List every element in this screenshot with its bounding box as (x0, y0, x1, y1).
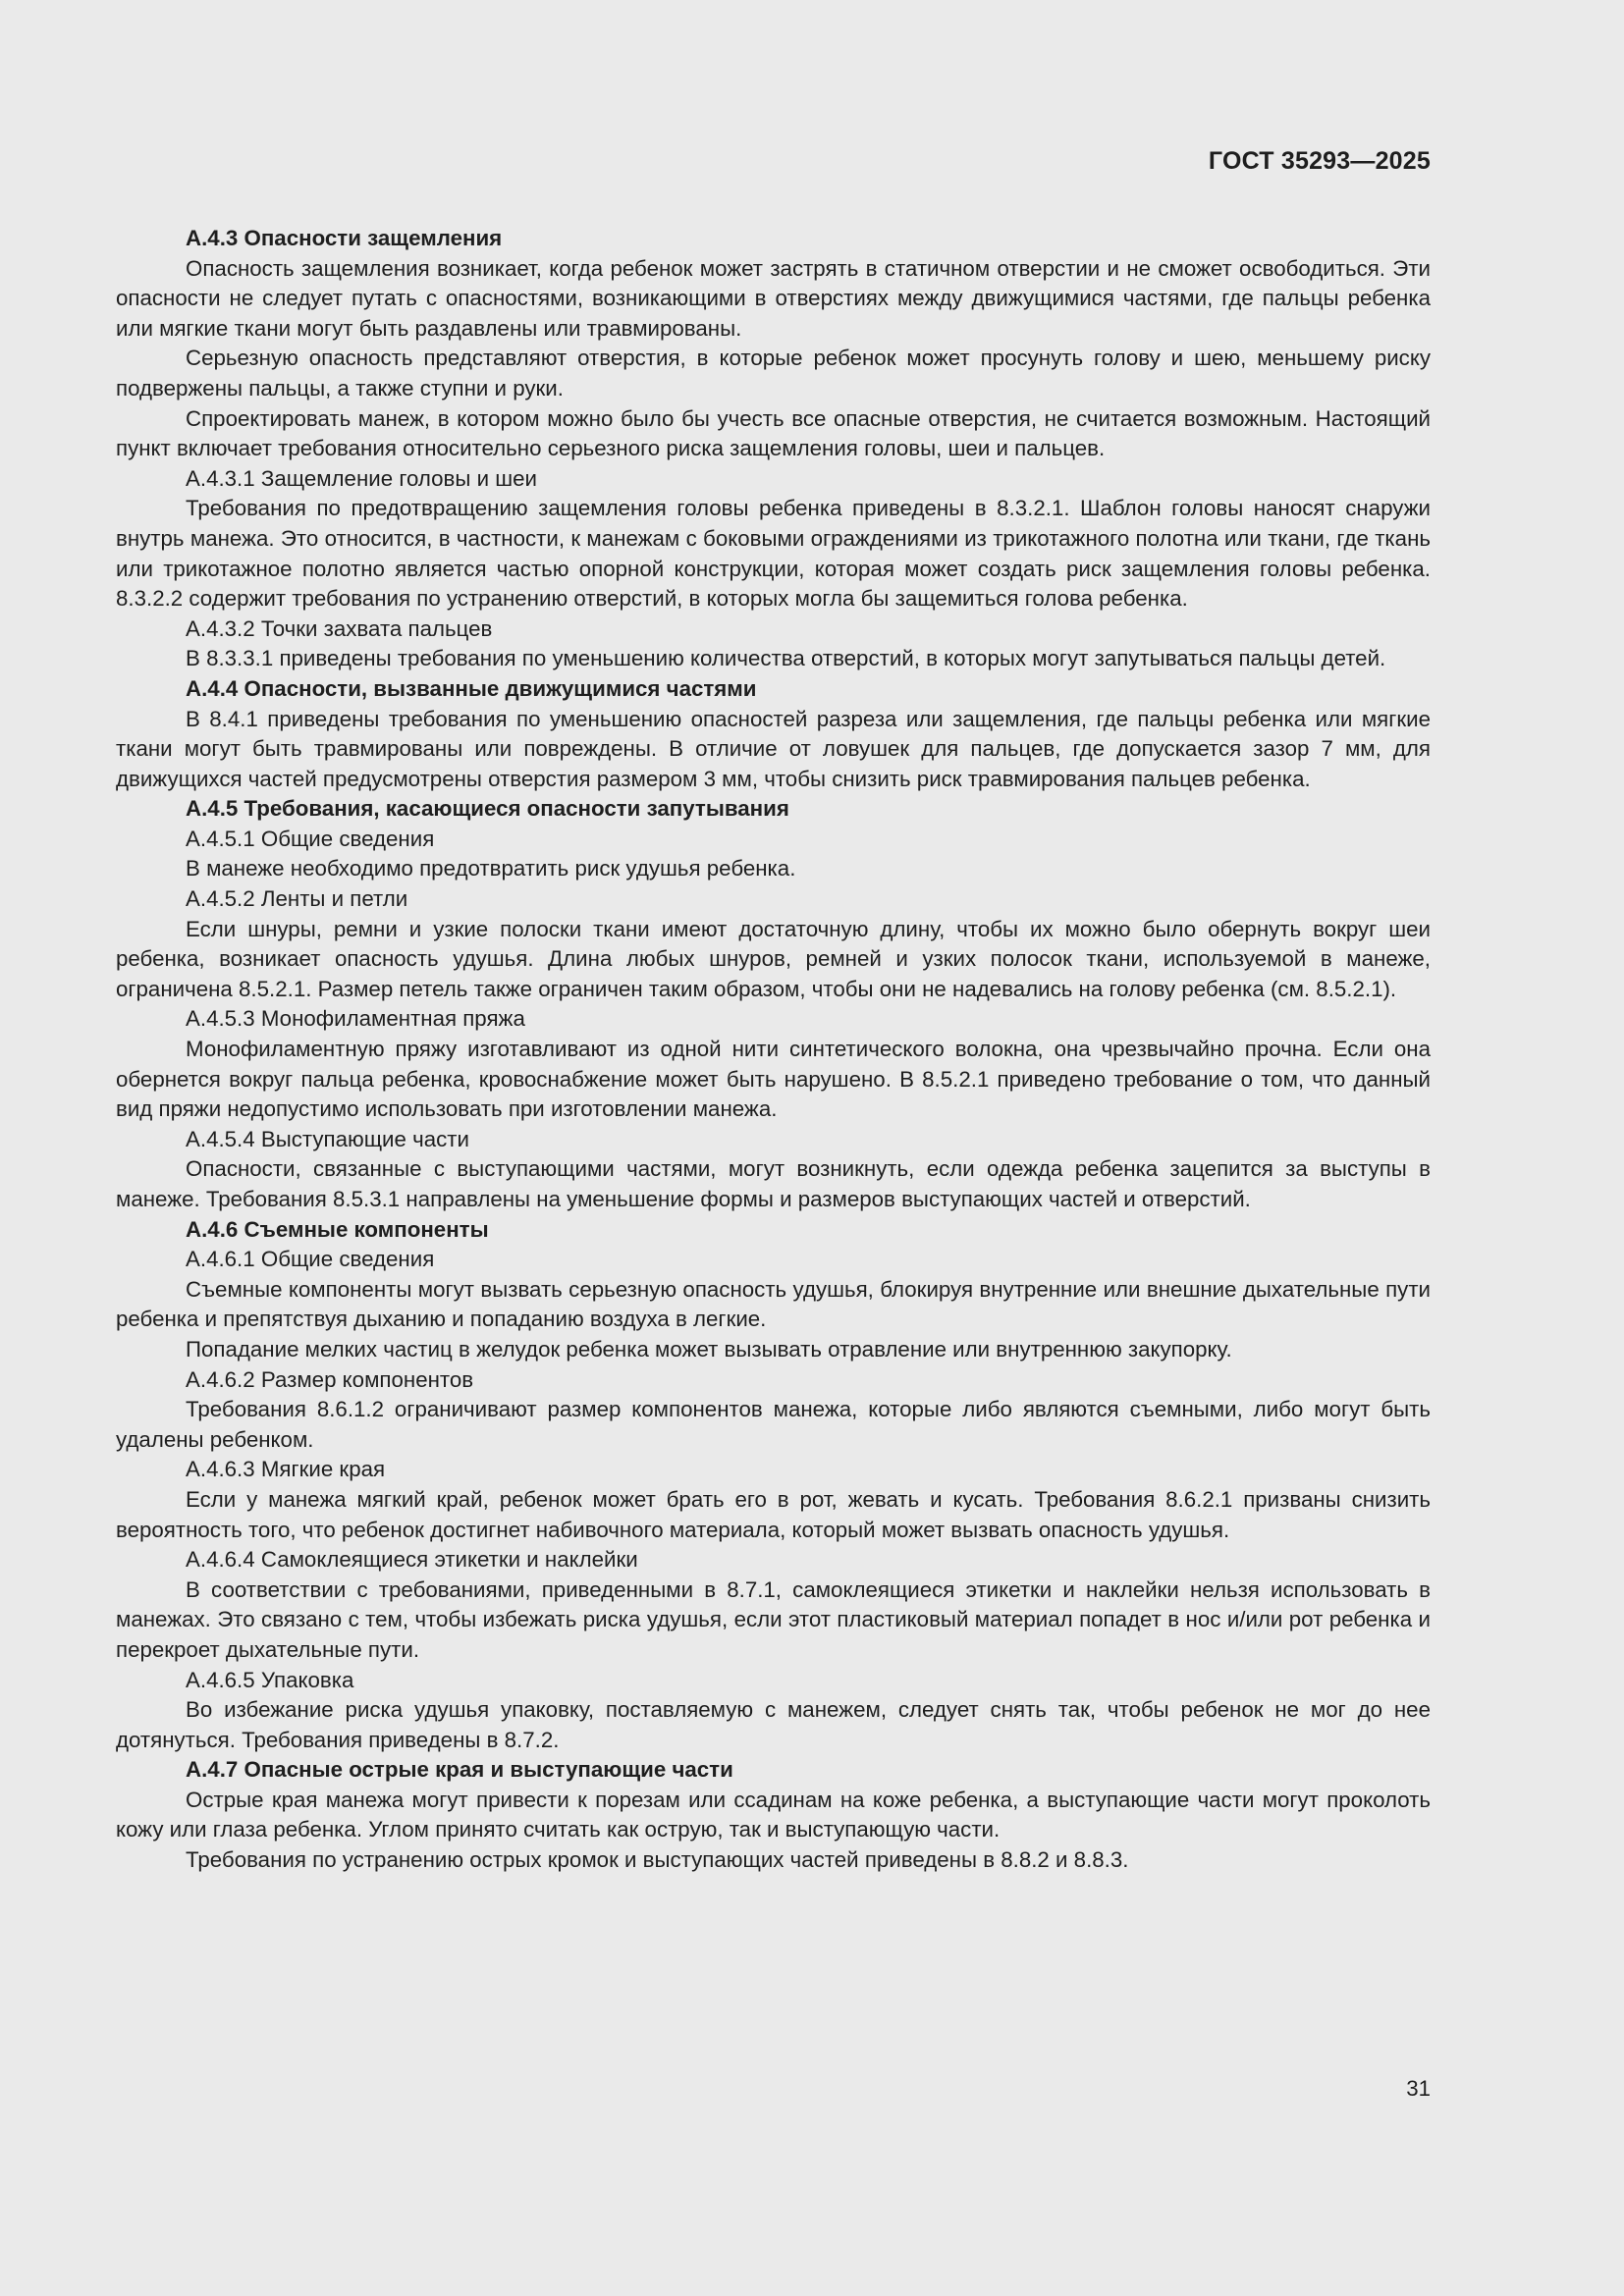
subsection-heading: А.4.6.2 Размер компонентов (186, 1366, 474, 1392)
body-paragraph: Опасность защемления возникает, когда ребенок может застрять в статичном отверстии и не сможет освободиться. Эти опасности не следует путать с опасностями, возникающими в отверстиях между движущимися частями, где пальцы ребенка или мягкие ткани могут быть раздавлены или травмированы. (116, 255, 1431, 341)
section-heading: А.4.5 Требования, касающиеся опасности запутывания (186, 796, 789, 822)
page-number: 31 (1406, 2076, 1431, 2101)
section-heading: А.4.7 Опасные острые края и выступающие части (186, 1757, 733, 1783)
subsection-heading: А.4.6.3 Мягкие края (186, 1457, 386, 1482)
section-heading: А.4.6 Съемные компоненты (186, 1216, 489, 1242)
body-paragraph: Попадание мелких частиц в желудок ребенка может вызывать отравление или внутреннюю закупорку. (186, 1336, 1232, 1362)
subsection-heading: А.4.5.3 Монофиламентная пряжа (186, 1006, 525, 1032)
body-paragraph: Спроектировать манеж, в котором можно было бы учесть все опасные отверстия, не считается возможным. Настоящий пункт включает требования относительно серьезного риска защемления головы, шеи и пальцев. (116, 405, 1431, 461)
subsection-heading: А.4.5.1 Общие сведения (186, 826, 435, 851)
document-body (116, 224, 1431, 1876)
section-heading: А.4.4 Опасности, вызванные движущимися частями (186, 675, 757, 701)
body-paragraph: Монофиламентную пряжу изготавливают из одной нити синтетического волокна, она чрезвычайно прочна. Если она обернется вокруг пальца ребенка, кровоснабжение может быть нарушено. В 8.5.2.1 приведено требование о том, что данный вид пряжи недопустимо использовать при изготовлении манежа. (116, 1037, 1431, 1122)
subsection-heading: А.4.6.1 Общие сведения (186, 1247, 435, 1272)
section-heading: А.4.3 Опасности защемления (186, 226, 503, 250)
body-paragraph: Съемные компоненты могут вызвать серьезную опасность удушья, блокируя внутренние или внешние дыхательные пути ребенка и препятствуя дыханию и попаданию воздуха в легкие. (116, 1276, 1431, 1332)
subsection-heading: А.4.6.4 Самоклеящиеся этикетки и наклейки (186, 1547, 638, 1573)
body-paragraph: Острые края манежа могут привести к порезам или ссадинам на коже ребенка, а выступающие части могут проколоть кожу или глаза ребенка. Углом принято считать как острую, так и выступающую части. (116, 1787, 1431, 1842)
subsection-heading: А.4.6.5 Упаковка (186, 1667, 354, 1692)
body-paragraph: Во избежание риска удушья упаковку, поставляемую с манежем, следует снять так, чтобы ребенок не мог до нее дотянуться. Требования приведены в 8.7.2. (116, 1697, 1431, 1752)
body-paragraph: В 8.3.3.1 приведены требования по уменьшению количества отверстий, в которых могут запутываться пальцы детей. (186, 646, 1386, 671)
body-paragraph: Опасности, связанные с выступающими частями, могут возникнуть, если одежда ребенка зацепится за выступы в манеже. Требования 8.5.3.1 направлены на уменьшение формы и размеров выступающих частей и отверстий. (116, 1156, 1431, 1211)
body-paragraph: Требования по устранению острых кромок и выступающих частей приведены в 8.8.2 и 8.8.3. (186, 1847, 1129, 1873)
document-id-header: ГОСТ 35293—2025 (1208, 147, 1431, 175)
body-paragraph: Если шнуры, ремни и узкие полоски ткани имеют достаточную длину, чтобы их можно было обернуть вокруг шеи ребенка, возникает опасность удушья. Длина любых шнуров, ремней и узких полосок ткани, используемой в манеже, ограничена 8.5.2.1. Размер петель также ограничен таким образом, чтобы они не надевались на голову ребенка (см. 8.5.2.1). (116, 916, 1431, 1001)
body-paragraph: В манеже необходимо предотвратить риск удушья ребенка. (186, 856, 796, 881)
body-paragraph: Требования 8.6.1.2 ограничивают размер компонентов манежа, которые либо являются съемными, либо могут быть удалены ребенком. (116, 1397, 1431, 1452)
subsection-heading: А.4.3.2 Точки захвата пальцев (186, 615, 493, 641)
body-paragraph: В соответствии с требованиями, приведенными в 8.7.1, самоклеящиеся этикетки и наклейки нельзя использовать в манежах. Это связано с тем, чтобы избежать риска удушья, если этот пластиковый материал попадет в нос и/или рот ребенка и перекроет дыхательные пути. (116, 1576, 1431, 1662)
subsection-heading: А.4.5.2 Ленты и петли (186, 886, 408, 912)
body-paragraph: Серьезную опасность представляют отверстия, в которые ребенок может просунуть голову и шею, меньшему риску подвержены пальцы, а также ступни и руки. (116, 346, 1431, 400)
body-paragraph: В 8.4.1 приведены требования по уменьшению опасностей разреза или защемления, где пальцы ребенка или мягкие ткани могут быть травмированы или повреждены. В отличие от ловушек для пальцев, где допускается зазор 7 мм, для движущихся частей предусмотрены отверстия размером 3 мм, чтобы снизить риск травмирования пальцев ребенка. (116, 706, 1431, 791)
subsection-heading: А.4.5.4 Выступающие части (186, 1126, 469, 1151)
body-paragraph: Если у манежа мягкий край, ребенок может брать его в рот, жевать и кусать. Требования 8.6.2.1 призваны снизить вероятность того, что ребенок достигнет набивочного материала, который может вызвать опасность удушья. (116, 1486, 1431, 1542)
subsection-heading: А.4.3.1 Защемление головы и шеи (186, 465, 537, 491)
body-paragraph: Требования по предотвращению защемления головы ребенка приведены в 8.3.2.1. Шаблон головы наносят снаружи внутрь манежа. Это относится, в частности, к манежам с боковыми ограждениями из трикотажного полотна или ткани, где ткань или трикотажное полотно является частью опорной конструкции, которая может создать риск защемления головы ребенка. 8.3.2.2 содержит требования по устранению отверстий, в которых могла бы защемиться голова ребенка. (116, 496, 1431, 612)
